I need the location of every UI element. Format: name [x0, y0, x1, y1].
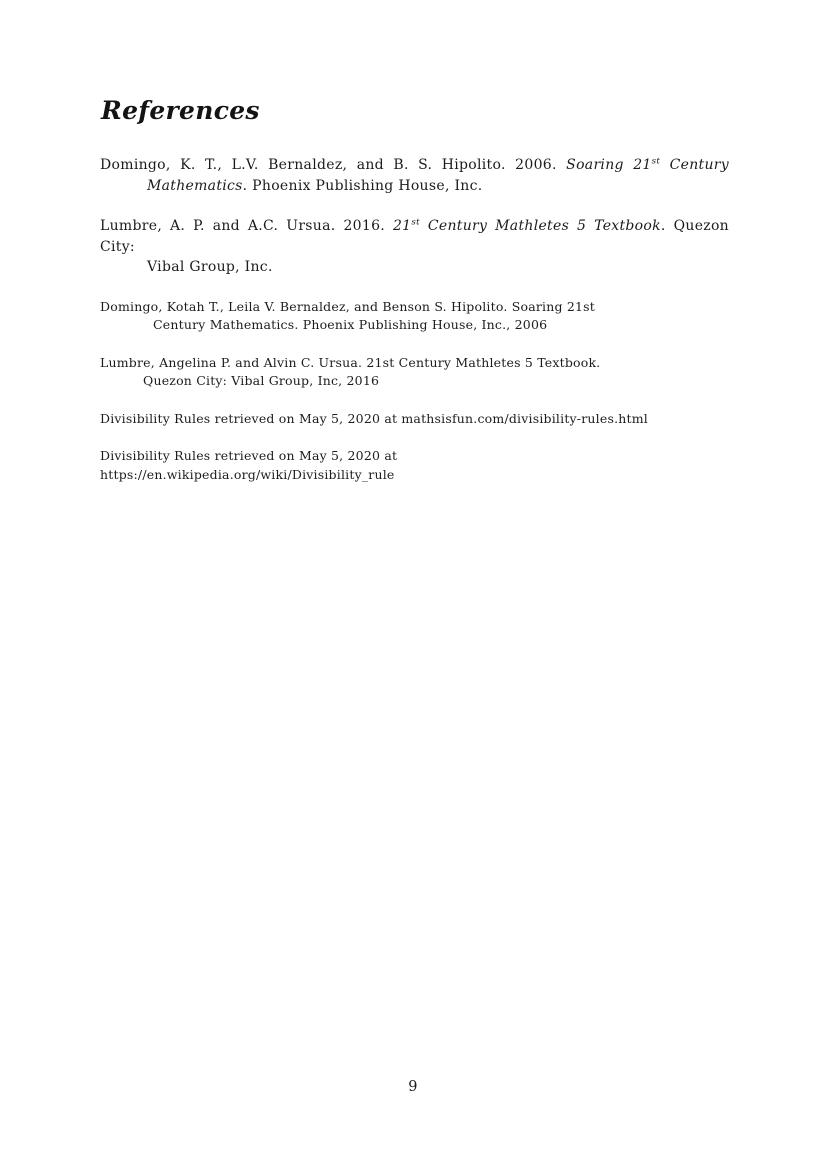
reference-entry [100, 216, 729, 278]
reference-text-segment: Vibal Group, Inc. [147, 259, 273, 275]
reference-text-segment: Soaring 21 [566, 157, 652, 173]
reference-text-segment: Domingo, K. T., L.V. Bernaldez, and B. S. Hipolito. 2006. [100, 157, 567, 173]
reference-text-segment: Century [660, 157, 730, 173]
reference-text-segment: st [651, 156, 661, 167]
reference-text-segment: Century Mathletes 5 Textbook [419, 218, 661, 234]
references-list [100, 155, 729, 503]
reference-entry [100, 155, 729, 196]
reference-line [100, 447, 729, 466]
reference-text-segment: . Phoenix Publishing House, Inc. [242, 177, 483, 194]
page-number: 9 [408, 1079, 418, 1095]
reference-line [100, 410, 729, 429]
reference-entry [100, 354, 729, 391]
reference-line [100, 257, 729, 278]
reference-text-segment: Lumbre, Angelina P. and Alvin C. Ursua. 21st Century Mathletes 5 Textbook. [100, 354, 601, 370]
reference-text-segment: Lumbre, A. P. and A.C. Ursua. 2016. [100, 218, 393, 234]
reference-text-segment: Quezon City: Vibal Group, Inc, 2016 [143, 373, 380, 388]
reference-line [100, 316, 729, 335]
reference-text-segment: 21 [392, 218, 412, 234]
reference-line [100, 176, 729, 197]
reference-text-segment: Domingo, Kotah T., Leila V. Bernaldez, and Benson S. Hipolito. Soaring 21st [100, 298, 595, 314]
reference-entry [100, 447, 729, 484]
reference-entry [100, 298, 729, 335]
reference-text-segment: https://en.wikipedia.org/wiki/Divisibility_rule [100, 466, 395, 482]
reference-entry [100, 410, 729, 429]
reference-line [100, 372, 729, 391]
reference-line [100, 216, 729, 257]
reference-text-segment: st [411, 217, 420, 228]
reference-line [100, 354, 729, 373]
reference-text-segment: Mathematics [147, 177, 243, 194]
reference-text-segment: Divisibility Rules retrieved on May 5, 2020 at mathsisfun.com/divisibility-rules.html [100, 410, 648, 426]
reference-text-segment: Divisibility Rules retrieved on May 5, 2020 at [100, 448, 398, 463]
reference-line [100, 466, 729, 485]
page-title: References [101, 96, 260, 125]
reference-text-segment: Century Mathematics. Phoenix Publishing House, Inc., 2006 [153, 317, 548, 332]
reference-line [100, 155, 729, 176]
reference-line [100, 298, 729, 317]
reference-text-segment: . Quezon City: [100, 218, 729, 255]
